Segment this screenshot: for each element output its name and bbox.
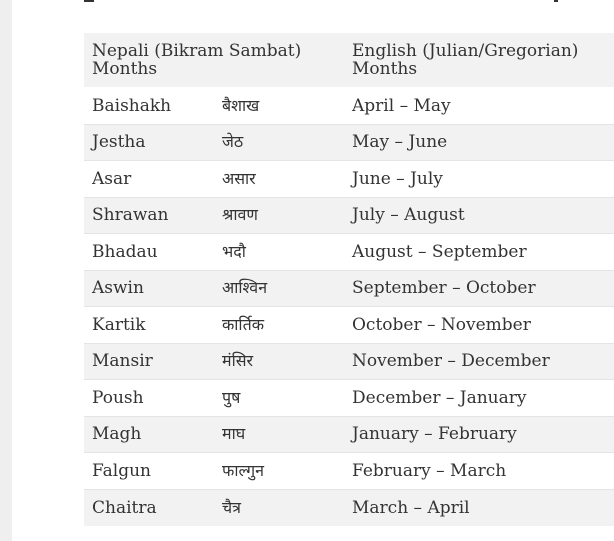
left-margin-strip: [0, 0, 12, 541]
months-table: [84, 33, 614, 526]
nepali-month-devanagari: मंसिर: [214, 343, 344, 380]
table-row: [84, 489, 614, 526]
nepali-month-name: Baishakh: [84, 88, 214, 125]
nepali-month-devanagari: बैशाख: [214, 88, 344, 125]
nepali-month-devanagari: आश्विन: [214, 270, 344, 307]
clipped-column-cell: [604, 88, 614, 125]
nepali-month-devanagari: माघ: [214, 416, 344, 453]
english-month-range: March – April: [344, 489, 604, 526]
english-months-header: English (Julian/Gregorian) Months: [344, 33, 604, 88]
table-row: [84, 453, 614, 490]
nepali-month-devanagari: असार: [214, 161, 344, 198]
english-month-range: October – November: [344, 307, 604, 344]
english-month-range: December – January: [344, 380, 604, 417]
clipped-column-cell: [604, 161, 614, 198]
nepali-month-name: Asar: [84, 161, 214, 198]
nepali-month-name: Mansir: [84, 343, 214, 380]
nepali-months-header: Nepali (Bikram Sambat) Months: [84, 33, 344, 88]
english-month-range: May – June: [344, 124, 604, 161]
clipped-column-cell: [604, 343, 614, 380]
nepali-month-devanagari: कार्तिक: [214, 307, 344, 344]
table-row: [84, 161, 614, 198]
nepali-month-name: Kartik: [84, 307, 214, 344]
nepali-month-name: Shrawan: [84, 197, 214, 234]
nepali-month-name: Chaitra: [84, 489, 214, 526]
months-table-header: [84, 33, 614, 88]
english-month-range: January – February: [344, 416, 604, 453]
clipped-column-cell: [604, 234, 614, 271]
english-month-range: August – September: [344, 234, 604, 271]
clipped-column-cell: [604, 380, 614, 417]
english-month-range: July – August: [344, 197, 604, 234]
clipped-heading-fragment: [84, 0, 614, 4]
english-month-range: February – March: [344, 453, 604, 490]
nepali-month-devanagari: फाल्गुन: [214, 453, 344, 490]
english-month-range: November – December: [344, 343, 604, 380]
nepali-month-devanagari: भदौ: [214, 234, 344, 271]
nepali-month-devanagari: पुष: [214, 380, 344, 417]
table-row: [84, 124, 614, 161]
clipped-column-cell: [604, 270, 614, 307]
clipped-column-cell: [604, 453, 614, 490]
english-month-range: April – May: [344, 88, 604, 125]
clipped-column-cell: [604, 307, 614, 344]
english-month-range: September – October: [344, 270, 604, 307]
nepali-month-name: Bhadau: [84, 234, 214, 271]
nepali-month-devanagari: चैत्र: [214, 489, 344, 526]
nepali-month-name: Jestha: [84, 124, 214, 161]
nepali-month-name: Falgun: [84, 453, 214, 490]
nepali-month-devanagari: जेठ: [214, 124, 344, 161]
table-row: [84, 380, 614, 417]
english-month-range: June – July: [344, 161, 604, 198]
table-row: [84, 270, 614, 307]
table-row: [84, 234, 614, 271]
table-row: [84, 307, 614, 344]
table-row: [84, 197, 614, 234]
table-row: [84, 416, 614, 453]
nepali-month-devanagari: श्रावण: [214, 197, 344, 234]
nepali-month-name: Magh: [84, 416, 214, 453]
nepali-month-name: Poush: [84, 380, 214, 417]
clipped-column-header: [604, 33, 614, 88]
clipped-column-cell: [604, 489, 614, 526]
table-row: [84, 88, 614, 125]
clipped-column-cell: [604, 124, 614, 161]
clipped-column-cell: [604, 197, 614, 234]
header-row: [84, 33, 614, 88]
months-table-body: [84, 88, 614, 526]
nepali-month-name: Aswin: [84, 270, 214, 307]
clipped-column-cell: [604, 416, 614, 453]
table-row: [84, 343, 614, 380]
